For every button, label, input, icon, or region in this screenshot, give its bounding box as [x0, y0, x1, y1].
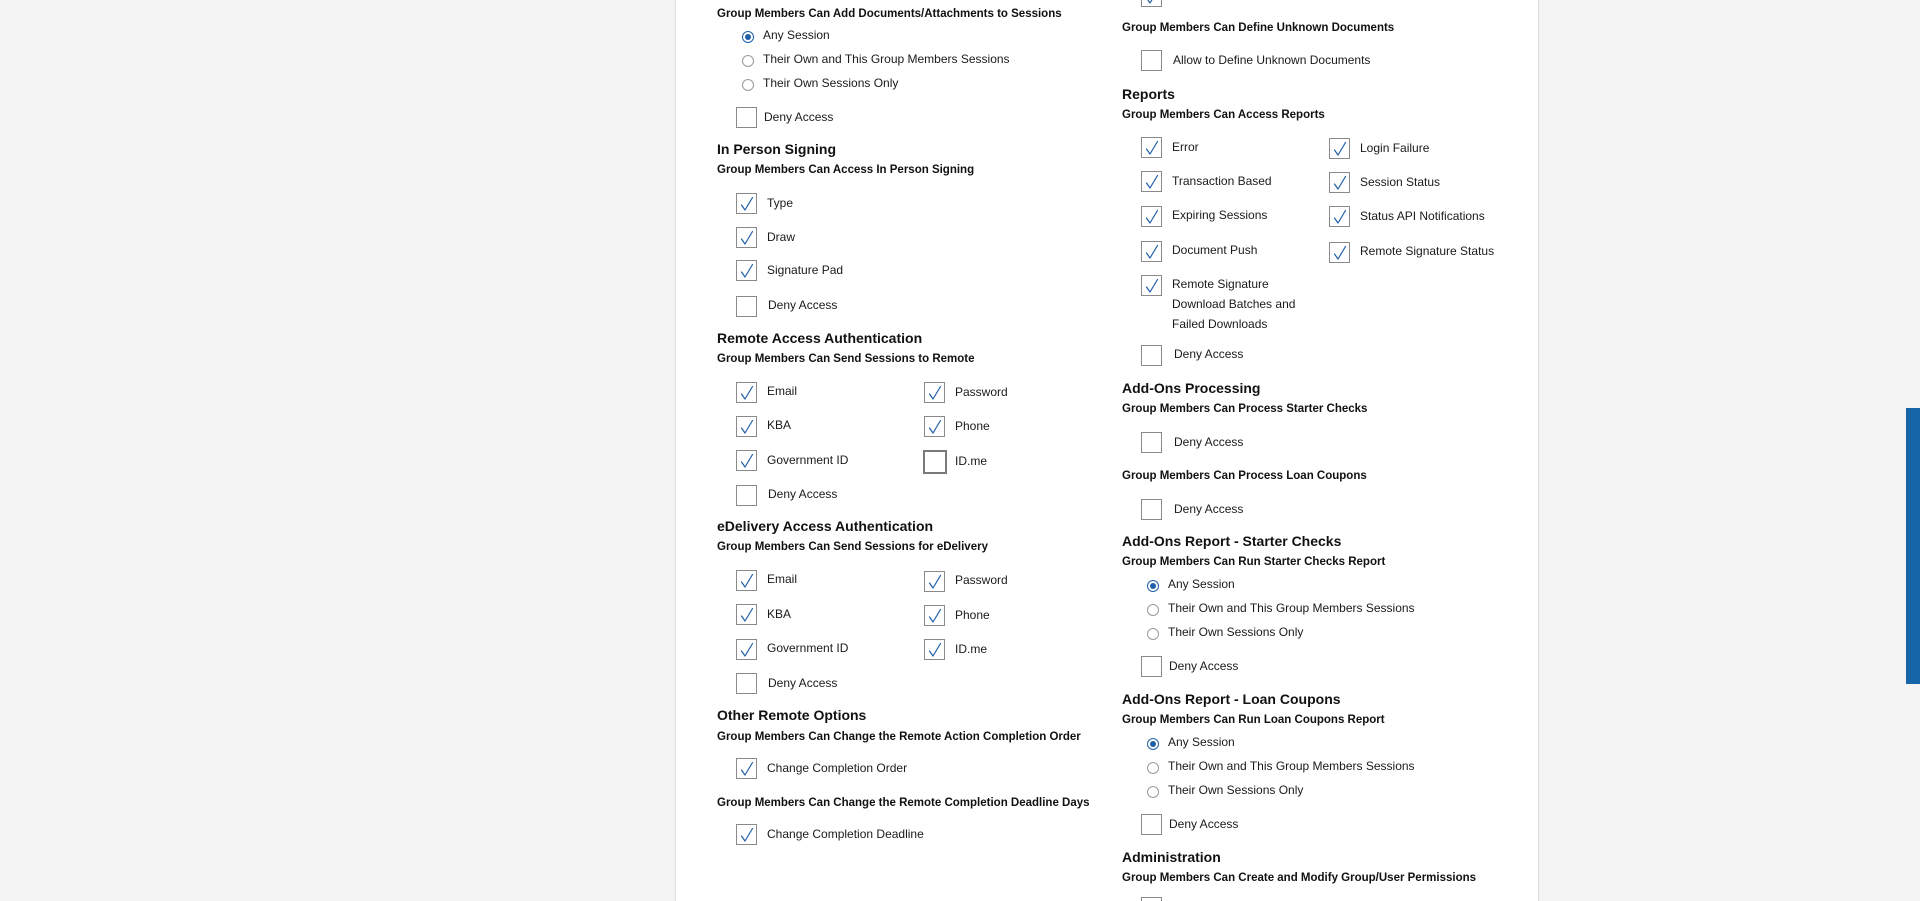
permissions-panel	[675, 0, 1539, 901]
radio-label: Their Own and This Group Members Sessions	[1168, 759, 1415, 773]
reports-title: Reports	[1122, 86, 1175, 102]
radio-loan-own-only[interactable]	[1147, 786, 1159, 798]
radio-label: Any Session	[1168, 735, 1235, 749]
checkmark-icon	[740, 385, 754, 401]
checkbox-label: Failed Downloads	[1172, 317, 1268, 331]
doc-attach-subtitle: Group Members Can Add Documents/Attachments to Sessions	[717, 8, 1062, 20]
remote-email-checkbox[interactable]	[736, 382, 757, 403]
checkbox-label: Deny Access	[1169, 659, 1239, 673]
checkmark-icon	[740, 642, 754, 658]
radio-starter-own-only[interactable]	[1147, 628, 1159, 640]
edelivery-phone-checkbox[interactable]	[924, 605, 945, 626]
report-starter-subtitle: Group Members Can Run Starter Checks Report	[1122, 556, 1386, 568]
checkmark-icon	[740, 453, 754, 469]
radio-label: Their Own Sessions Only	[1168, 783, 1304, 797]
in-person-signature-pad-checkbox[interactable]	[736, 260, 757, 281]
edelivery-government-id-checkbox[interactable]	[736, 639, 757, 660]
checkmark-icon	[740, 761, 754, 777]
radio-label: Any Session	[1168, 577, 1235, 591]
report-login-failure-checkbox[interactable]	[1329, 138, 1350, 159]
checkbox-label: Deny Access	[1174, 502, 1244, 516]
report-remote-signature-status-checkbox[interactable]	[1329, 242, 1350, 263]
checkbox-label: Status API Notifications	[1360, 209, 1485, 223]
remote-idme-checkbox[interactable]	[923, 450, 947, 474]
checkbox-label: Deny Access	[768, 676, 838, 690]
checkbox-label: Deny Access	[1169, 817, 1239, 831]
checkbox-label: Email	[767, 572, 798, 586]
checkbox-label: Phone	[955, 419, 990, 433]
edelivery-deny-checkbox[interactable]	[736, 673, 757, 694]
other-remote-title: Other Remote Options	[717, 707, 867, 723]
checkmark-icon	[928, 608, 942, 624]
checkbox-label: Remote Signature	[1172, 277, 1269, 291]
checkbox-label: ID.me	[955, 454, 988, 468]
report-document-push-checkbox[interactable]	[1141, 241, 1162, 262]
checkmark-icon	[1145, 209, 1159, 225]
radio-label: Their Own and This Group Members Sessions	[1168, 601, 1415, 615]
partial-checkbox[interactable]	[1141, 0, 1162, 7]
checkbox-label: Draw	[767, 230, 796, 244]
remote-government-id-checkbox[interactable]	[736, 450, 757, 471]
checkbox-label: Document Push	[1172, 243, 1258, 257]
checkbox-label: Email	[767, 384, 798, 398]
checkbox-label: Error	[1172, 140, 1199, 154]
checkmark-icon	[740, 573, 754, 589]
checkmark-icon	[740, 230, 754, 246]
unknown-docs-subtitle: Group Members Can Define Unknown Documents	[1122, 22, 1395, 34]
checkbox-label: Type	[767, 196, 794, 210]
report-remote-signature-download-checkbox[interactable]	[1141, 275, 1162, 296]
checkbox-label: Password	[955, 573, 1008, 587]
checkmark-icon	[1333, 175, 1347, 191]
checkmark-icon	[1145, 244, 1159, 260]
edelivery-idme-checkbox[interactable]	[924, 639, 945, 660]
checkbox-label: Allow to Define Unknown Documents	[1173, 53, 1371, 67]
remote-kba-checkbox[interactable]	[736, 416, 757, 437]
starter-checks-deny-checkbox[interactable]	[1141, 432, 1162, 453]
checkbox-label: KBA	[767, 607, 792, 621]
remote-phone-checkbox[interactable]	[924, 416, 945, 437]
checkbox-label: Change Completion Order	[767, 761, 908, 775]
report-starter-deny-checkbox[interactable]	[1141, 656, 1162, 677]
radio-starter-own-group[interactable]	[1147, 604, 1159, 616]
addons-loan-subtitle: Group Members Can Process Loan Coupons	[1122, 470, 1367, 482]
radio-label: Any Session	[763, 28, 830, 42]
checkbox-label: Session Status	[1360, 175, 1441, 189]
doc-attach-deny-checkbox[interactable]	[736, 107, 757, 128]
report-status-api-notifications-checkbox[interactable]	[1329, 206, 1350, 227]
checkbox-label: Deny Access	[1174, 347, 1244, 361]
loan-coupons-deny-checkbox[interactable]	[1141, 499, 1162, 520]
checkmark-icon	[928, 642, 942, 658]
edelivery-subtitle: Group Members Can Send Sessions for eDelivery	[717, 541, 988, 553]
checkmark-icon	[740, 196, 754, 212]
remote-auth-title: Remote Access Authentication	[717, 330, 923, 346]
radio-doc-own-only[interactable]	[742, 79, 754, 91]
edelivery-title: eDelivery Access Authentication	[717, 518, 934, 534]
checkmark-icon	[1333, 141, 1347, 157]
checkbox-label: Expiring Sessions	[1172, 208, 1268, 222]
checkmark-icon	[928, 419, 942, 435]
define-unknown-docs-checkbox[interactable]	[1141, 50, 1162, 71]
in-person-deny-checkbox[interactable]	[736, 296, 757, 317]
edelivery-password-checkbox[interactable]	[924, 571, 945, 592]
checkmark-icon	[740, 263, 754, 279]
radio-starter-any-session[interactable]	[1147, 580, 1159, 592]
checkmark-icon	[1145, 278, 1159, 294]
checkmark-icon	[1333, 245, 1347, 261]
report-loan-title: Add-Ons Report - Loan Coupons	[1122, 691, 1341, 707]
in-person-type-checkbox[interactable]	[736, 193, 757, 214]
addons-starter-subtitle: Group Members Can Process Starter Checks	[1122, 403, 1368, 415]
in-person-title: In Person Signing	[717, 141, 837, 157]
checkbox-label: Deny Access	[768, 487, 838, 501]
checkmark-icon	[1145, 0, 1159, 5]
checkmark-icon	[928, 574, 942, 590]
checkbox-label: KBA	[767, 418, 792, 432]
report-loan-deny-checkbox[interactable]	[1141, 814, 1162, 835]
edelivery-email-checkbox[interactable]	[736, 570, 757, 591]
checkmark-icon	[1145, 140, 1159, 156]
radio-label: Their Own Sessions Only	[763, 76, 899, 90]
checkbox-label: Deny Access	[764, 110, 834, 124]
scrollbar-thumb[interactable]	[1906, 408, 1920, 684]
checkbox-label: Government ID	[767, 453, 849, 467]
report-session-status-checkbox[interactable]	[1329, 172, 1350, 193]
radio-doc-any-session[interactable]	[742, 31, 754, 43]
report-loan-subtitle: Group Members Can Run Loan Coupons Report	[1122, 714, 1385, 726]
change-completion-order-checkbox[interactable]	[736, 758, 757, 779]
report-error-checkbox[interactable]	[1141, 137, 1162, 158]
checkmark-icon	[1145, 174, 1159, 190]
checkbox-label: Government ID	[767, 641, 849, 655]
remote-password-checkbox[interactable]	[924, 382, 945, 403]
checkbox-label: Deny Access	[768, 298, 838, 312]
in-person-subtitle: Group Members Can Access In Person Signing	[717, 164, 975, 176]
other-remote-subtitle-deadline: Group Members Can Change the Remote Completion Deadline Days	[717, 797, 1090, 809]
checkmark-icon	[740, 419, 754, 435]
radio-label: Their Own Sessions Only	[1168, 625, 1304, 639]
checkbox-label: Signature Pad	[767, 263, 844, 277]
administration-partial-checkbox[interactable]	[1141, 897, 1162, 901]
checkbox-label: Change Completion Deadline	[767, 827, 924, 841]
radio-label: Their Own and This Group Members Sessions	[763, 52, 1010, 66]
change-completion-deadline-checkbox[interactable]	[736, 824, 757, 845]
reports-deny-checkbox[interactable]	[1141, 345, 1162, 366]
checkbox-label: ID.me	[955, 642, 988, 656]
administration-title: Administration	[1122, 849, 1221, 865]
radio-doc-own-group[interactable]	[742, 55, 754, 67]
report-expiring-sessions-checkbox[interactable]	[1141, 206, 1162, 227]
radio-loan-own-group[interactable]	[1147, 762, 1159, 774]
checkmark-icon	[1333, 209, 1347, 225]
edelivery-kba-checkbox[interactable]	[736, 604, 757, 625]
checkbox-label: Download Batches and	[1172, 297, 1296, 311]
remote-auth-subtitle: Group Members Can Send Sessions to Remote	[717, 353, 975, 365]
radio-loan-any-session[interactable]	[1147, 738, 1159, 750]
in-person-draw-checkbox[interactable]	[736, 227, 757, 248]
report-transaction-based-checkbox[interactable]	[1141, 171, 1162, 192]
reports-subtitle: Group Members Can Access Reports	[1122, 109, 1325, 121]
other-remote-subtitle-order: Group Members Can Change the Remote Action Completion Order	[717, 731, 1081, 743]
checkbox-label: Deny Access	[1174, 435, 1244, 449]
checkbox-label: Remote Signature Status	[1360, 244, 1495, 258]
remote-deny-checkbox[interactable]	[736, 485, 757, 506]
addons-processing-title: Add-Ons Processing	[1122, 380, 1261, 396]
checkbox-label: Phone	[955, 608, 990, 622]
checkmark-icon	[928, 385, 942, 401]
checkbox-label: Login Failure	[1360, 141, 1430, 155]
checkmark-icon	[740, 827, 754, 843]
checkbox-label: Transaction Based	[1172, 174, 1272, 188]
checkbox-label: Password	[955, 385, 1008, 399]
checkmark-icon	[740, 607, 754, 623]
administration-subtitle: Group Members Can Create and Modify Group/User Permissions	[1122, 872, 1477, 884]
report-starter-title: Add-Ons Report - Starter Checks	[1122, 533, 1342, 549]
